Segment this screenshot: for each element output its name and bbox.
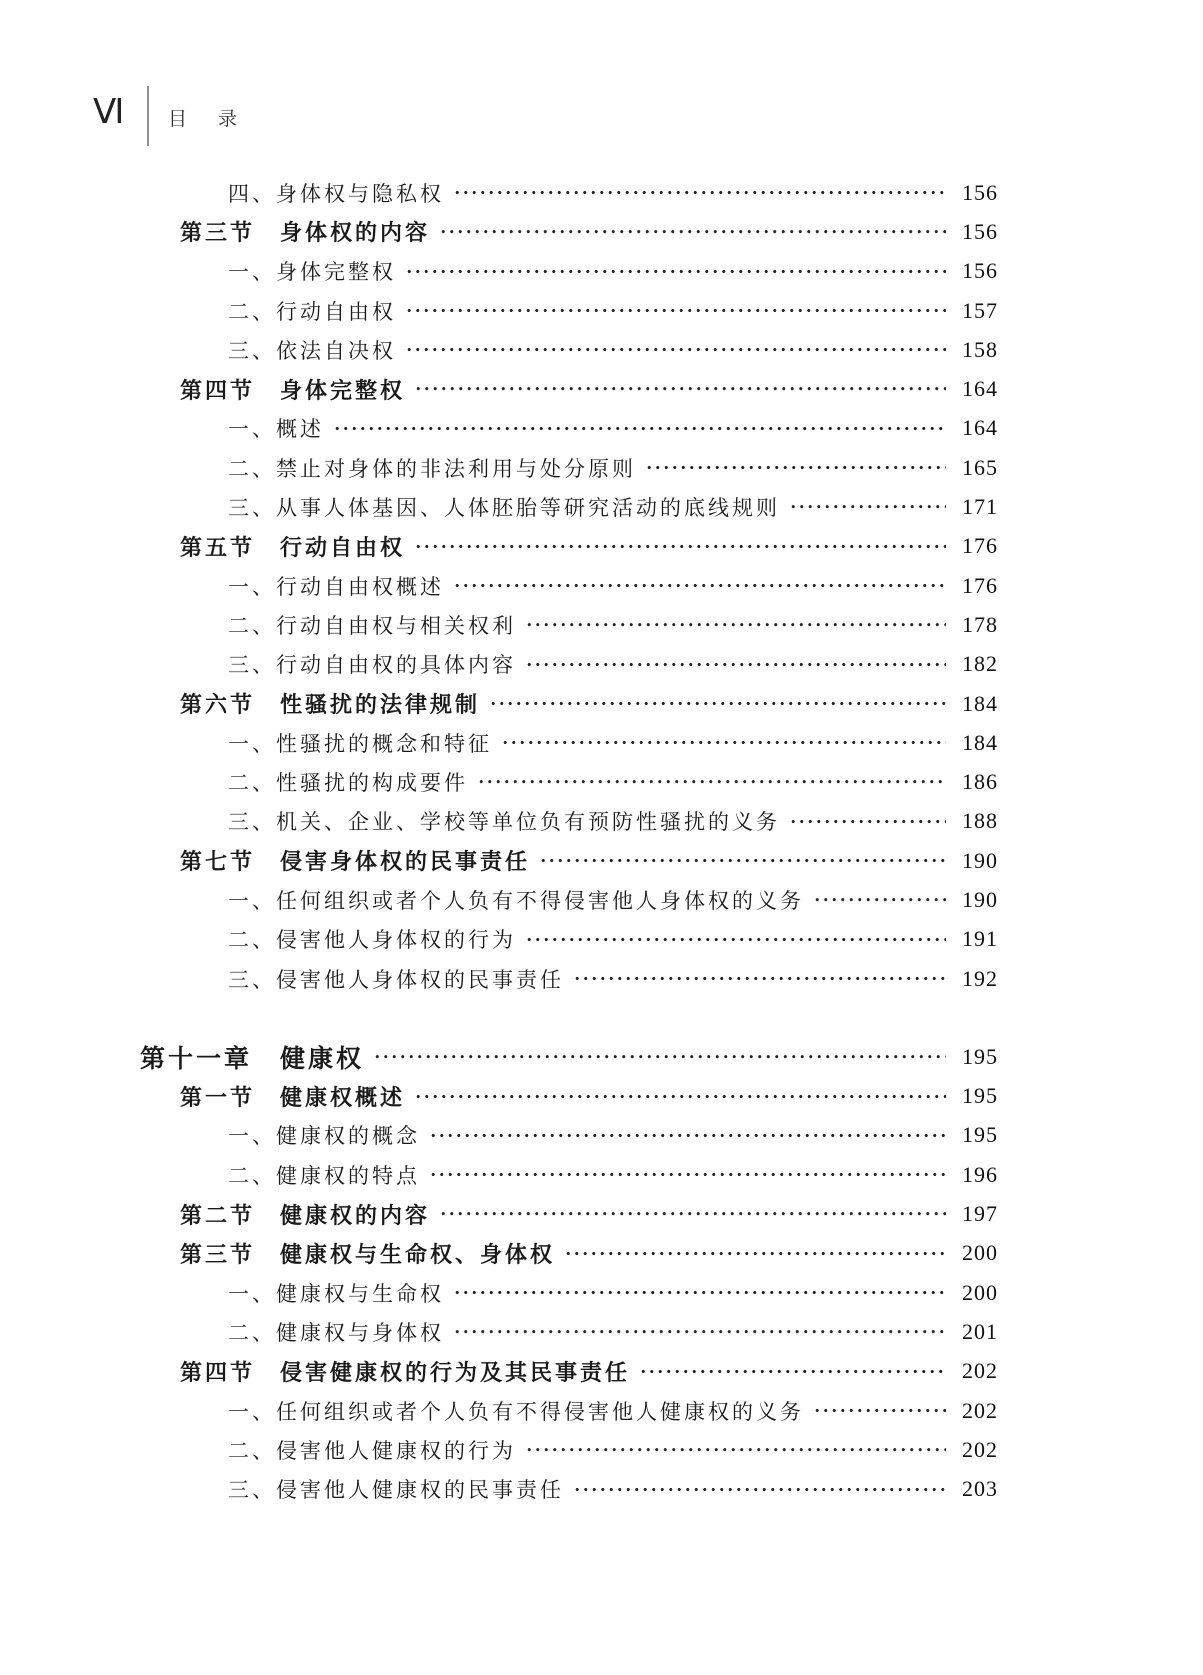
dotted-leader — [405, 252, 946, 291]
toc-entry — [0, 645, 1203, 684]
toc-entry — [0, 1273, 1203, 1312]
toc-entry-page-number: 190 — [962, 886, 998, 912]
toc-entry-page-number: 200 — [962, 1240, 998, 1266]
toc-entry-title: 第三节 健康权与生命权、身体权 — [180, 1241, 556, 1267]
toc-entry — [0, 762, 1203, 801]
dotted-leader — [573, 959, 946, 998]
toc-entry — [0, 291, 1203, 330]
toc-entry-title: 一、健康权的概念 — [228, 1124, 420, 1149]
toc-entry — [0, 566, 1203, 605]
dotted-leader — [813, 880, 946, 919]
toc-entry — [0, 723, 1203, 762]
dotted-leader — [789, 487, 946, 526]
toc-entry-page-number: 197 — [962, 1201, 998, 1227]
toc-entry-title: 二、侵害他人身体权的行为 — [228, 928, 516, 953]
dotted-leader — [477, 762, 946, 801]
dotted-leader — [525, 645, 946, 684]
toc-entry-title: 一、任何组织或者个人负有不得侵害他人身体权的义务 — [228, 888, 804, 913]
toc-entry-title: 四、身体权与隐私权 — [228, 181, 444, 206]
toc-entry-title: 一、性骚扰的概念和特征 — [228, 731, 492, 756]
dotted-leader — [453, 1273, 946, 1312]
toc-entry-page-number: 176 — [962, 572, 998, 598]
page-header — [0, 86, 1203, 156]
toc-entry-page-number: 182 — [962, 651, 998, 677]
dotted-leader — [489, 684, 946, 723]
dotted-leader — [414, 1077, 946, 1116]
toc-entry — [0, 841, 1203, 880]
toc-entry — [0, 1194, 1203, 1233]
toc-entry — [0, 1430, 1203, 1469]
toc-entry-title: 二、禁止对身体的非法利用与处分原则 — [228, 456, 636, 481]
toc-entry — [0, 1155, 1203, 1194]
toc-entry-page-number: 201 — [962, 1318, 998, 1344]
toc-entry — [0, 1470, 1203, 1509]
dotted-leader — [414, 369, 946, 408]
toc-entry-title: 第一节 健康权概述 — [180, 1084, 406, 1110]
dotted-leader — [414, 527, 946, 566]
toc-entry — [0, 527, 1203, 566]
toc-entry-page-number: 176 — [962, 533, 998, 559]
toc-entry-title: 三、机关、企业、学校等单位负有预防性骚扰的义务 — [228, 810, 780, 835]
toc-entry-page-number: 165 — [962, 454, 998, 480]
toc-entry — [0, 1037, 1203, 1076]
toc-entry — [0, 802, 1203, 841]
dotted-leader — [429, 1116, 946, 1155]
toc-entry — [0, 487, 1203, 526]
dotted-leader — [501, 723, 946, 762]
toc-entry-page-number: 202 — [962, 1397, 998, 1423]
toc-entry-title: 三、行动自由权的具体内容 — [228, 653, 516, 678]
toc-entry-title: 一、行动自由权概述 — [228, 574, 444, 599]
dotted-leader — [789, 802, 946, 841]
toc-list — [0, 173, 1203, 1509]
toc-entry-page-number: 195 — [962, 1043, 998, 1069]
toc-entry — [0, 212, 1203, 251]
toc-entry-page-number: 178 — [962, 611, 998, 637]
toc-entry — [0, 173, 1203, 212]
dotted-leader — [645, 448, 946, 487]
toc-entry-title: 三、侵害他人健康权的民事责任 — [228, 1478, 564, 1503]
toc-entry — [0, 880, 1203, 919]
toc-entry-title: 三、侵害他人身体权的民事责任 — [228, 967, 564, 992]
toc-entry-title: 第四节 身体完整权 — [180, 377, 406, 403]
dotted-leader — [405, 291, 946, 330]
folio-page-number: Ⅵ — [93, 94, 125, 131]
toc-entry-page-number: 191 — [962, 926, 998, 952]
dotted-leader — [525, 1430, 946, 1469]
toc-entry-page-number: 202 — [962, 1436, 998, 1462]
toc-entry-title: 一、身体完整权 — [228, 260, 396, 285]
toc-entry — [0, 369, 1203, 408]
toc-entry-title: 第四节 侵害健康权的行为及其民事责任 — [180, 1359, 631, 1385]
toc-entry-page-number: 164 — [962, 376, 998, 402]
dotted-leader — [439, 212, 946, 251]
toc-entry-page-number: 156 — [962, 258, 998, 284]
toc-entry-page-number: 203 — [962, 1476, 998, 1502]
toc-entry-title: 第七节 侵害身体权的民事责任 — [180, 849, 531, 875]
toc-entry-page-number: 186 — [962, 769, 998, 795]
toc-entry — [0, 448, 1203, 487]
dotted-leader — [453, 173, 946, 212]
dotted-leader — [539, 841, 946, 880]
toc-entry-title: 一、概述 — [228, 417, 324, 442]
dotted-leader — [564, 1234, 946, 1273]
toc-entry-page-number: 202 — [962, 1358, 998, 1384]
toc-entry-title: 一、健康权与生命权 — [228, 1281, 444, 1306]
toc-entry-page-number: 171 — [962, 494, 998, 520]
toc-entry-title: 二、侵害他人健康权的行为 — [228, 1438, 516, 1463]
dotted-leader — [429, 1155, 946, 1194]
toc-entry-page-number: 184 — [962, 690, 998, 716]
toc-entry-title: 三、从事人体基因、人体胚胎等研究活动的底线规则 — [228, 496, 780, 521]
dotted-leader — [333, 409, 946, 448]
toc-entry-title: 第二节 健康权的内容 — [180, 1202, 431, 1228]
toc-entry-title: 第十一章 健康权 — [140, 1045, 365, 1073]
toc-entry-title: 第三节 身体权的内容 — [180, 220, 431, 246]
toc-entry — [0, 1234, 1203, 1273]
toc-entry — [0, 1352, 1203, 1391]
dotted-leader — [439, 1194, 946, 1233]
toc-entry — [0, 684, 1203, 723]
toc-entry-title: 二、健康权与身体权 — [228, 1320, 444, 1345]
toc-entry — [0, 1391, 1203, 1430]
toc-entry-page-number: 158 — [962, 336, 998, 362]
toc-entry-title: 二、健康权的特点 — [228, 1163, 420, 1188]
header-divider — [147, 86, 149, 146]
toc-entry — [0, 1077, 1203, 1116]
toc-entry — [0, 920, 1203, 959]
toc-entry-page-number: 188 — [962, 808, 998, 834]
toc-entry-page-number: 156 — [962, 218, 998, 244]
dotted-leader — [373, 1037, 946, 1076]
header-title: 目 录 — [168, 109, 244, 130]
dotted-leader — [525, 920, 946, 959]
toc-entry-page-number: 196 — [962, 1161, 998, 1187]
toc-entry-page-number: 190 — [962, 847, 998, 873]
dotted-leader — [405, 330, 946, 369]
toc-entry — [0, 1116, 1203, 1155]
toc-entry-page-number: 156 — [962, 179, 998, 205]
toc-entry-page-number: 195 — [962, 1122, 998, 1148]
toc-entry-title: 三、依法自决权 — [228, 338, 396, 363]
toc-entry-page-number: 192 — [962, 965, 998, 991]
toc-entry — [0, 605, 1203, 644]
toc-entry-title: 二、性骚扰的构成要件 — [228, 771, 468, 796]
toc-entry-page-number: 164 — [962, 415, 998, 441]
toc-entry-title: 一、任何组织或者个人负有不得侵害他人健康权的义务 — [228, 1399, 804, 1424]
dotted-leader — [639, 1352, 946, 1391]
dotted-leader — [573, 1470, 946, 1509]
toc-entry-page-number: 200 — [962, 1279, 998, 1305]
toc-entry — [0, 252, 1203, 291]
toc-entry-title: 第五节 行动自由权 — [180, 534, 406, 560]
toc-entry — [0, 330, 1203, 369]
toc-entry-page-number: 195 — [962, 1083, 998, 1109]
dotted-leader — [813, 1391, 946, 1430]
dotted-leader — [525, 605, 946, 644]
toc-entry — [0, 959, 1203, 998]
toc-entry-title: 二、行动自由权 — [228, 299, 396, 324]
dotted-leader — [453, 1312, 946, 1351]
toc-entry-page-number: 157 — [962, 297, 998, 323]
toc-entry-title: 第六节 性骚扰的法律规制 — [180, 692, 481, 717]
dotted-leader — [453, 566, 946, 605]
toc-entry-page-number: 184 — [962, 729, 998, 755]
toc-entry — [0, 409, 1203, 448]
toc-entry-title: 二、行动自由权与相关权利 — [228, 613, 516, 638]
toc-entry — [0, 1312, 1203, 1351]
